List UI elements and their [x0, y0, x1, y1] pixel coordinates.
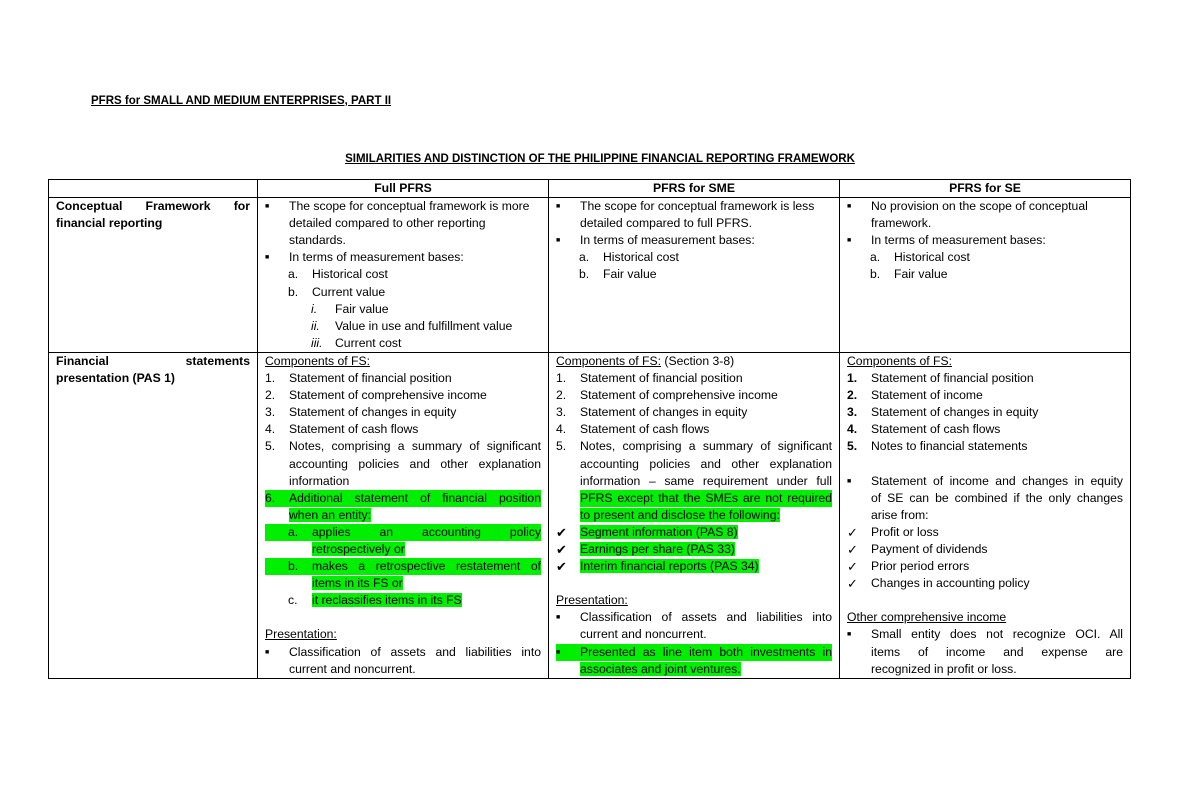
bullet-icon: ■: [847, 477, 852, 485]
cell-text: associates and joint ventures.: [580, 661, 741, 676]
cell-text: In terms of measurement bases:: [289, 250, 464, 265]
bullet-icon: ■: [847, 631, 852, 639]
cell-text: Statement of income: [871, 388, 983, 403]
checkmark-icon: ✓: [847, 559, 858, 575]
cell-text: PFRS except that the SMEs are not required: [580, 490, 832, 507]
checkmark-icon: ✓: [847, 524, 858, 540]
bullet-icon: ■: [556, 614, 561, 622]
cell-text: accounting policies and other explanation: [580, 456, 832, 471]
row-label: Financial statements presentation (PAS 1): [49, 352, 258, 678]
cell-text: Earnings per share (PAS 33): [580, 541, 735, 556]
checkmark-icon: ✔: [556, 524, 567, 540]
cell-text: The scope for conceptual framework is more detailed compared to other reporting standards.: [289, 199, 530, 248]
cell-text: Value in use and fulfillment value: [335, 318, 513, 333]
cell-text: Prior period errors: [871, 559, 970, 574]
cell-text: Notes to financial statements: [871, 439, 1028, 454]
cell-text: of SE can be combined if the only changes: [871, 490, 1123, 505]
cell-text: Statement of income and changes in equity: [871, 473, 1123, 488]
cell-text: Profit or loss: [871, 524, 939, 539]
cell-text: applies an accounting policy: [312, 524, 541, 539]
header-empty: [49, 180, 258, 198]
cell-text: Statement of changes in equity: [289, 405, 457, 420]
cell-text: Current cost: [335, 335, 402, 350]
bullet-icon: ■: [556, 203, 561, 211]
checkmark-icon: ✔: [556, 541, 567, 557]
cell-text: Notes, comprising a summary of significant: [289, 439, 541, 454]
cell-full-pfrs: Components of FS: 1. Statement of financial position 2. Statement of comprehensive income 3. Statement of changes in equity 4. Statement of cash flows 5. Notes, comprising a summary of significant accounting policies and other explanation information 6. Additional statement of financial position when an entity: a. applies an accounting policy retrospectively or b. makes a retrospective restatement of items in its FS or c. it reclassifies items in its FS Presentation: ■ Classification of assets and liabilities into current and noncurrent.: [258, 352, 549, 678]
cell-text: Classification of assets and liabilities into: [580, 610, 832, 625]
cell-text: Statement of cash flows: [580, 422, 710, 437]
cell-text: information: [289, 473, 350, 488]
cell-text: Current value: [312, 284, 386, 299]
cell-text: Statement of financial position: [580, 371, 743, 386]
cell-text: Interim financial reports (PAS 34): [580, 559, 759, 574]
cell-text: Small entity does not recognize OCI. All: [871, 627, 1123, 642]
cell-text: information – same requirement under full: [580, 473, 832, 488]
cell-pfrs-se: ■ No provision on the scope of conceptual framework. ■ In terms of measurement bases: a. Historical cost b. Fair value: [840, 198, 1131, 353]
header-pfrs-se: PFRS for SE: [840, 180, 1131, 198]
cell-text: In terms of measurement bases:: [871, 233, 1046, 248]
document-title: PFRS for SMALL AND MEDIUM ENTERPRISES, PART II: [91, 95, 392, 107]
cell-text: Statement of comprehensive income: [580, 388, 778, 403]
bullet-icon: ■: [847, 237, 852, 245]
cell-text: Historical cost: [894, 250, 970, 265]
cell-text: Segment information (PAS 8): [580, 524, 738, 539]
cell-text: items in its FS or: [312, 576, 403, 591]
cell-text: arise from:: [871, 507, 929, 522]
cell-text: Classification of assets and liabilities into: [289, 644, 541, 659]
cell-text: Presented as line item both investments in: [580, 644, 832, 659]
cell-full-pfrs: ■ The scope for conceptual framework is more detailed compared to other reporting standards. ■ In terms of measurement bases: a. Historical cost b. Current value i. Fair value ii. Value in use and fulfillment value iii. Current cost: [258, 198, 549, 353]
bullet-icon: ■: [556, 648, 561, 656]
components-heading: Components of FS:: [847, 353, 952, 368]
components-heading: Components of FS:: [556, 353, 661, 368]
bullet-icon: ■: [556, 237, 561, 245]
cell-text: Statement of comprehensive income: [289, 388, 487, 403]
comparison-table: [48, 179, 1131, 679]
header-full-pfrs: Full PFRS: [258, 180, 549, 198]
cell-text: No provision on the scope of conceptual framework.: [871, 199, 1088, 231]
cell-text: Historical cost: [312, 267, 388, 282]
bullet-icon: ■: [265, 203, 270, 211]
cell-pfrs-sme: Components of FS: (Section 3-8) 1. Statement of financial position 2. Statement of comprehensive income 3. Statement of changes in equity 4. Statement of cash flows 5. Notes, comprising a summary of significant accounting policies and other explanation information – same requirement under full PFRS except that the SMEs are not required to present and disclose the following: ✔ Segment information (PAS 8) ✔ Earnings per share (PAS 33) ✔ Interim financial reports (PAS 34) Presentation: ■ Classification of assets and liabilities into current and noncurrent. ■ Presented as line item both investments in associates and joint ventures.: [549, 352, 840, 678]
table-row-conceptual-framework: [49, 198, 1131, 353]
bullet-icon: ■: [265, 254, 270, 262]
cell-pfrs-se: Components of FS: 1. Statement of financial position 2. Statement of income 3. Statement of changes in equity 4. Statement of cash flows 5. Notes to financial statements ■ Statement of income and changes in equity of SE can be combined if the only changes arise from: ✓ Profit or loss ✓ Payment of dividends ✓ Prior period errors ✓ Changes in accounting policy Other comprehensive income ■ Small entity does not recognize OCI. All items of income and expense are recognized in profit or loss.: [840, 352, 1131, 678]
row-label: Conceptual Framework for financial reporting: [49, 198, 258, 353]
cell-text: The scope for conceptual framework is less detailed compared to full PFRS.: [580, 199, 815, 231]
cell-text: Notes, comprising a summary of significant: [580, 439, 832, 454]
cell-text: Historical cost: [603, 250, 679, 265]
cell-text: to present and disclose the following:: [580, 507, 780, 522]
checkmark-icon: ✓: [847, 541, 858, 557]
components-heading: Components of FS:: [265, 353, 370, 368]
cell-text: Additional statement of financial position: [289, 490, 541, 505]
cell-text: recognized in profit or loss.: [871, 661, 1017, 676]
cell-text: Fair value: [335, 301, 389, 316]
cell-text: In terms of measurement bases:: [580, 233, 755, 248]
cell-text: current and noncurrent.: [580, 627, 707, 642]
bullet-icon: ■: [847, 203, 852, 211]
table-title: SIMILARITIES AND DISTINCTION OF THE PHILIPPINE FINANCIAL REPORTING FRAMEWORK: [345, 153, 855, 165]
cell-text: when an entity:: [289, 507, 371, 522]
cell-text: Statement of financial position: [871, 371, 1034, 386]
cell-text: Statement of cash flows: [289, 422, 419, 437]
cell-text: Statement of financial position: [289, 371, 452, 386]
cell-text: Statement of changes in equity: [580, 405, 748, 420]
oci-heading: Other comprehensive income: [847, 610, 1007, 625]
cell-text: current and noncurrent.: [289, 661, 416, 676]
bullet-icon: ■: [265, 648, 270, 656]
cell-text: items of income and expense are: [871, 644, 1123, 659]
checkmark-icon: ✓: [847, 576, 858, 592]
cell-text: Payment of dividends: [871, 541, 988, 556]
cell-text: makes a retrospective restatement of: [312, 559, 541, 574]
cell-text: Changes in accounting policy: [871, 576, 1030, 591]
presentation-heading: Presentation:: [265, 627, 337, 642]
cell-text: Fair value: [894, 267, 948, 282]
cell-text: it reclassifies items in its FS: [312, 593, 462, 608]
header-pfrs-sme: PFRS for SME: [549, 180, 840, 198]
cell-text: retrospectively or: [312, 541, 405, 556]
cell-pfrs-sme: ■ The scope for conceptual framework is less detailed compared to full PFRS. ■ In terms of measurement bases: a. Historical cost b. Fair value: [549, 198, 840, 353]
heading-note: (Section 3-8): [661, 353, 735, 368]
presentation-heading: Presentation:: [556, 593, 628, 608]
table-header-row: [49, 180, 1131, 198]
table-row-fs-presentation: [49, 352, 1131, 678]
cell-text: Statement of changes in equity: [871, 405, 1039, 420]
cell-text: accounting policies and other explanation: [289, 456, 541, 471]
cell-text: Statement of cash flows: [871, 422, 1001, 437]
checkmark-icon: ✔: [556, 559, 567, 575]
cell-text: Fair value: [603, 267, 657, 282]
